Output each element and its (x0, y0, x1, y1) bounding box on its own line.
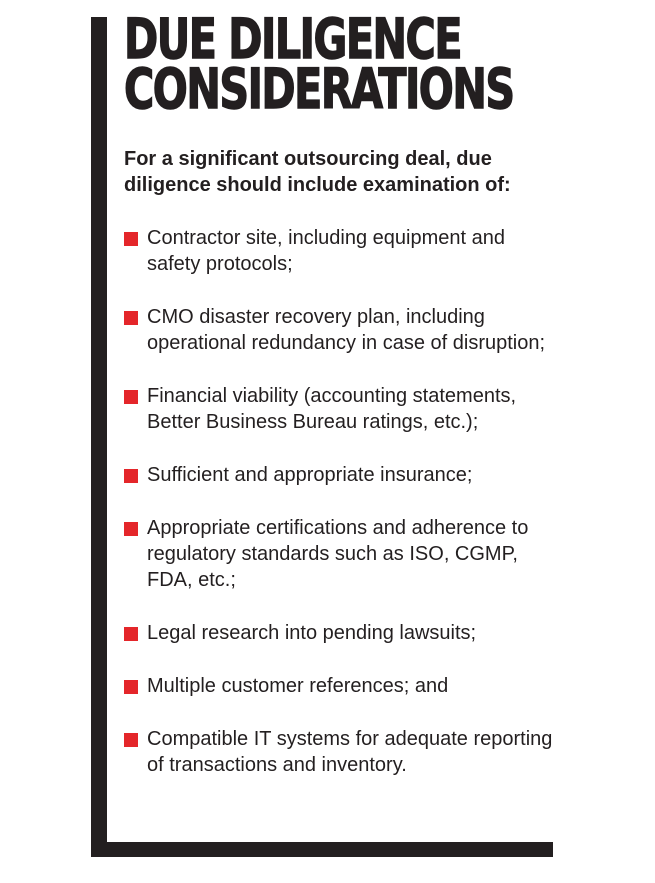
list-item-text: Legal research into pending lawsuits; (147, 622, 477, 644)
list-item (124, 225, 554, 277)
considerations-list (124, 225, 554, 805)
list-item (124, 620, 554, 646)
red-square-bullet-icon (124, 733, 138, 747)
list-item (124, 383, 554, 435)
title-line-2: CONSIDERATIONS (124, 57, 514, 121)
red-square-bullet-icon (124, 390, 138, 404)
red-square-bullet-icon (124, 627, 138, 641)
title-line-1: DUE DILIGENCE (124, 7, 462, 71)
list-item-text: Financial viability (accounting statements, Better Business Bureau ratings, etc.); (147, 385, 517, 433)
list-item-text: Sufficient and appropriate insurance; (147, 464, 473, 486)
list-item (124, 726, 554, 778)
list-item-text: CMO disaster recovery plan, including operational redundancy in case of disruption; (147, 306, 546, 354)
list-item (124, 304, 554, 356)
list-item-text: Appropriate certifications and adherence to regulatory standards such as ISO, CGMP, FDA, etc.; (147, 517, 529, 591)
list-item (124, 515, 554, 593)
list-item-text: Multiple customer references; and (147, 675, 449, 697)
list-item (124, 673, 554, 699)
red-square-bullet-icon (124, 311, 138, 325)
list-item (124, 462, 554, 488)
page-title (124, 7, 514, 121)
intro-text: For a significant outsourcing deal, due diligence should include examination of: (124, 148, 511, 196)
list-item-text: Contractor site, including equipment and safety protocols; (147, 227, 505, 275)
frame-bottom-bar (91, 842, 553, 857)
list-item-text: Compatible IT systems for adequate reporting of transactions and inventory. (147, 728, 553, 776)
red-square-bullet-icon (124, 680, 138, 694)
red-square-bullet-icon (124, 232, 138, 246)
red-square-bullet-icon (124, 522, 138, 536)
red-square-bullet-icon (124, 469, 138, 483)
frame-left-bar (91, 17, 107, 857)
